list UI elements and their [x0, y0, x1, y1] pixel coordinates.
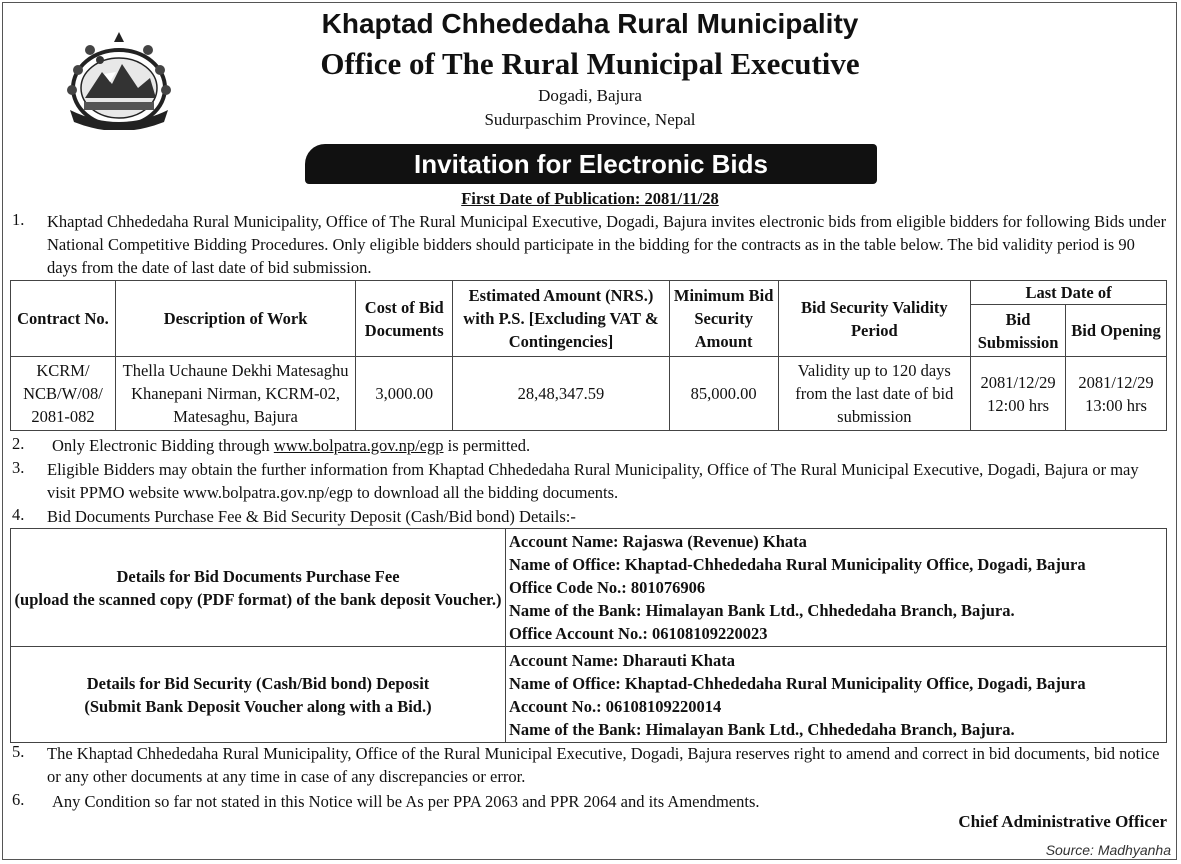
address-line-1: Dogadi, Bajura: [538, 86, 642, 105]
point-6-text: Any Condition so far not stated in this Notice will be As per PPA 2063 and PPR 2064 and its Amendments.: [52, 792, 760, 811]
address-line-2: Sudurpaschim Province, Nepal: [484, 110, 696, 129]
point-number: 5.: [12, 742, 25, 761]
security-deposit-label-line1: Details for Bid Security (Cash/Bid bond) Deposit: [86, 673, 430, 693]
cell-contract-no: KCRM/ NCB/W/08/ 2081-082: [11, 357, 116, 431]
source-credit: Source: Madhyanha: [1045, 842, 1171, 858]
cell-validity: Validity up to 120 days from the last date of bid submission: [778, 357, 971, 431]
table-row: [11, 357, 1167, 431]
publication-date: First Date of Publication: 2081/11/28: [461, 189, 719, 208]
detail-line: Office Account No.: 06108109220023: [509, 624, 768, 643]
detail-line: Account Name: Dharauti Khata: [509, 650, 735, 670]
point-2-text: [52, 434, 1162, 457]
point-3-text: Eligible Bidders may obtain the further information from Khaptad Chhededaha Rural Municipality, Office of The Rural Municipal Executive, Dogadi, Bajura or may visit PPMO website www.bolpatra.gov.np/egp to download all the bidding documents.: [47, 460, 1139, 502]
table-row: [11, 529, 1167, 647]
signature: Chief Administrative Officer: [958, 812, 1167, 831]
header-description: Description of Work: [115, 281, 355, 357]
header-min-security: Minimum Bid Security Amount: [669, 281, 778, 357]
detail-line: Office Code No.: 801076906: [509, 578, 706, 597]
security-deposit-label-line2: (Submit Bank Deposit Voucher along with a Bid.): [84, 696, 432, 716]
cell-submission: 2081/12/29 12:00 hrs: [971, 357, 1066, 431]
point-1-text: Khaptad Chhededaha Rural Municipality, Office of The Rural Municipal Executive, Dogadi, Bajura invites electronic bids from eligible bidders for following Bids under National Competitive Bidding Procedures. Only eligible bidders should participate in the bidding for the contracts as in the table below. The bid validity period is 90 days from the date of last date of bid submission.: [47, 212, 1167, 277]
detail-line: Name of Office: Khaptad-Chhededaha Rural Municipality Office, Dogadi, Bajura: [509, 555, 1086, 574]
purchase-fee-label-line2: (upload the scanned copy (PDF format) of the bank deposit Voucher.): [14, 589, 502, 609]
header-cost: Cost of Bid Documents: [356, 281, 453, 357]
cell-min-security: 85,000.00: [669, 357, 778, 431]
point-number: 3.: [12, 458, 25, 477]
point-2-before: Only Electronic Bidding through: [52, 436, 270, 455]
cell-opening: 2081/12/29 13:00 hrs: [1066, 357, 1167, 431]
point-number: 4.: [12, 505, 25, 524]
security-deposit-label: [11, 647, 506, 743]
notice-title: Invitation for Electronic Bids: [305, 144, 877, 184]
point-number: 6.: [12, 790, 25, 809]
header-bid-submission: Bid Submission: [971, 305, 1066, 357]
purchase-fee-label: [11, 529, 506, 647]
purchase-fee-label-line1: Details for Bid Documents Purchase Fee: [116, 566, 400, 586]
header-estimated-amount: Estimated Amount (NRS.) with P.S. [Excluding VAT & Contingencies]: [453, 281, 670, 357]
header-last-date-of: Last Date of: [971, 281, 1167, 305]
detail-line: Account No.: 06108109220014: [509, 696, 722, 716]
header-bid-opening: Bid Opening: [1066, 305, 1167, 357]
nepal-emblem-icon: [60, 30, 178, 130]
municipality-name: Khaptad Chhededaha Rural Municipality: [321, 8, 859, 39]
detail-line: Name of the Bank: Himalayan Bank Ltd., Chhededaha Branch, Bajura.: [509, 719, 1015, 739]
detail-line: Account Name: Rajaswa (Revenue) Khata: [509, 532, 807, 551]
header-contract-no: Contract No.: [11, 281, 116, 357]
cell-cost: 3,000.00: [356, 357, 453, 431]
bolpatra-link[interactable]: www.bolpatra.gov.np/egp: [273, 436, 444, 455]
table-row: [11, 647, 1167, 743]
point-number: 1.: [12, 210, 25, 229]
point-5-text: The Khaptad Chhededaha Rural Municipality, Office of the Rural Municipal Executive, Dogadi, Bajura reserves right to amend and correct in bid documents, bid notice or any other documents at any time in case of any discrepancies or error.: [47, 744, 1160, 786]
point-4-text: Bid Documents Purchase Fee & Bid Security Deposit (Cash/Bid bond) Details:-: [47, 507, 576, 526]
office-name: Office of The Rural Municipal Executive: [320, 46, 860, 81]
detail-line: Name of the Bank: Himalayan Bank Ltd., Chhededaha Branch, Bajura.: [509, 601, 1015, 620]
detail-line: Name of Office: Khaptad-Chhededaha Rural Municipality Office, Dogadi, Bajura: [509, 673, 1086, 693]
point-number: 2.: [12, 434, 25, 453]
point-2-after: is permitted.: [447, 436, 531, 455]
cell-description: Thella Uchaune Dekhi Matesaghu Khanepani Nirman, KCRM-02, Matesaghu, Bajura: [115, 357, 355, 431]
security-deposit-details: [506, 647, 1167, 743]
header-validity: Bid Security Validity Period: [778, 281, 971, 357]
deposit-table: [10, 528, 1167, 743]
cell-estimated: 28,48,347.59: [453, 357, 670, 431]
purchase-fee-details: [506, 529, 1167, 647]
bid-table: [10, 280, 1167, 431]
